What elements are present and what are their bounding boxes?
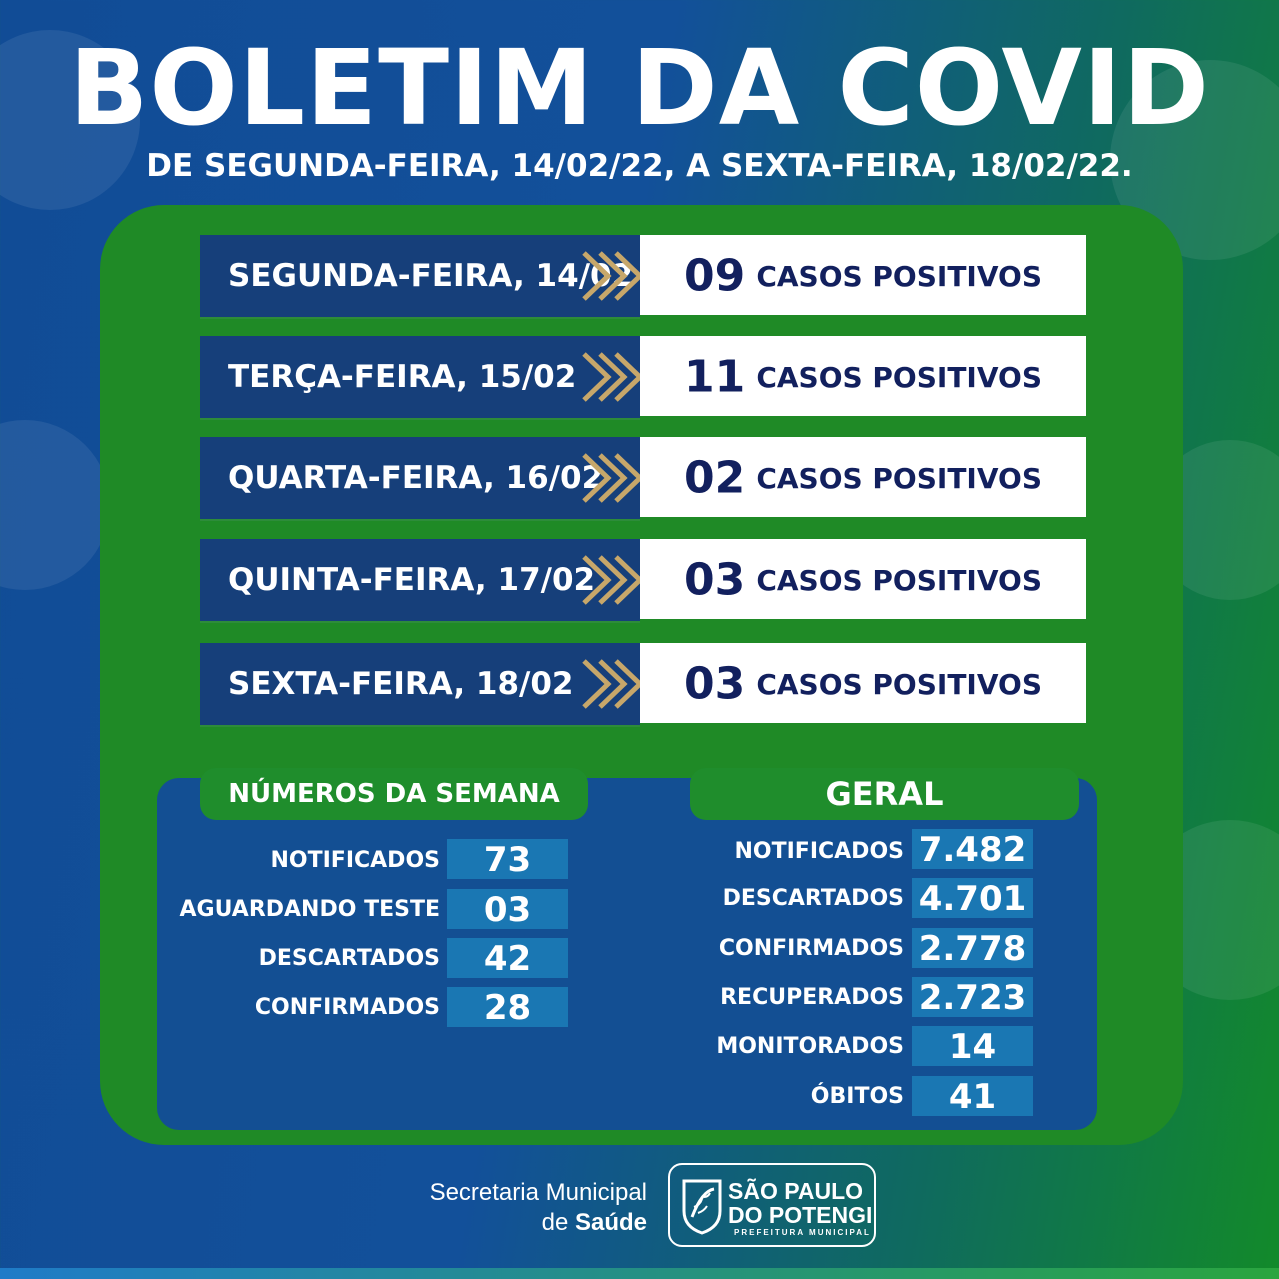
daily-row-day: SEGUNDA-FEIRA, 14/02 [228, 258, 634, 294]
overall-stat-label: RECUPERADOS [720, 985, 904, 1010]
daily-row-cases [640, 437, 1086, 517]
bottom-bar [0, 1268, 1279, 1279]
logo-line1: SÃO PAULO [728, 1178, 864, 1204]
city-emblem-icon [680, 1177, 724, 1235]
overall-stat-label: MONITORADOS [716, 1034, 904, 1059]
daily-row-count: 09 [683, 250, 746, 302]
daily-row-cases [640, 235, 1086, 315]
daily-row-cases [640, 336, 1086, 416]
daily-row [200, 336, 1086, 418]
secretaria-bold: Saúde [574, 1209, 647, 1236]
daily-row [200, 437, 1086, 519]
week-stat-label: DESCARTADOS [258, 946, 440, 971]
daily-row-day-box [200, 539, 640, 623]
chevrons-icon [580, 350, 642, 404]
secretaria-prefix: de [541, 1209, 569, 1236]
daily-row-day-box [200, 643, 640, 727]
daily-row-day-box [200, 336, 640, 420]
virus-decoration [0, 420, 110, 590]
daily-row-day: TERÇA-FEIRA, 15/02 [228, 359, 577, 395]
daily-row-label: CASOS POSITIVOS [756, 360, 1042, 394]
chevrons-icon [580, 451, 642, 505]
overall-stat-value: 2.778 [912, 928, 1033, 968]
week-header: NÚMEROS DA SEMANA [200, 768, 588, 820]
week-stat-label: NOTIFICADOS [270, 848, 440, 873]
daily-row-label: CASOS POSITIVOS [756, 461, 1042, 495]
overall-stat-label: DESCARTADOS [722, 886, 904, 911]
daily-row-day: SEXTA-FEIRA, 18/02 [228, 666, 574, 702]
daily-row-count: 02 [683, 452, 746, 504]
page-title: BOLETIM DA COVID [69, 27, 1210, 149]
overall-stat-value: 14 [912, 1026, 1033, 1066]
overall-header: GERAL [690, 768, 1079, 820]
daily-row-count: 11 [683, 351, 746, 403]
daily-row-count: 03 [683, 658, 746, 710]
daily-row-label: CASOS POSITIVOS [756, 667, 1042, 701]
overall-stat-value: 41 [912, 1076, 1033, 1116]
city-logo [668, 1163, 876, 1247]
secretaria-text [430, 1178, 647, 1238]
week-stat-value: 73 [447, 839, 568, 879]
page-subtitle: DE SEGUNDA-FEIRA, 14/02/22, A SEXTA-FEIRA, 18/02/22. [146, 148, 1133, 184]
daily-row-count: 03 [683, 554, 746, 606]
overall-stat-value: 7.482 [912, 829, 1033, 869]
week-stat-value: 42 [447, 938, 568, 978]
overall-stat-label: NOTIFICADOS [734, 839, 904, 864]
daily-row-cases [640, 643, 1086, 723]
chevrons-icon [580, 657, 642, 711]
daily-row-day: QUINTA-FEIRA, 17/02 [228, 562, 596, 598]
daily-row-label: CASOS POSITIVOS [756, 563, 1042, 597]
daily-row [200, 235, 1086, 317]
overall-stat-label: ÓBITOS [810, 1084, 904, 1109]
daily-row-cases [640, 539, 1086, 619]
week-stat-value: 03 [447, 889, 568, 929]
overall-stat-value: 2.723 [912, 977, 1033, 1017]
daily-row-day: QUARTA-FEIRA, 16/02 [228, 460, 604, 496]
week-stat-label: AGUARDANDO TESTE [179, 897, 440, 922]
week-stat-value: 28 [447, 987, 568, 1027]
chevrons-icon [580, 249, 642, 303]
secretaria-line1: Secretaria Municipal [429, 1179, 647, 1206]
week-stat-label: CONFIRMADOS [254, 995, 440, 1020]
daily-row-label: CASOS POSITIVOS [756, 259, 1042, 293]
daily-row-day-box [200, 235, 640, 319]
logo-line3: PREFEITURA MUNICIPAL [734, 1228, 871, 1237]
logo-line2: DO POTENGI [728, 1202, 873, 1228]
secretaria-line2 [430, 1208, 647, 1238]
overall-stat-value: 4.701 [912, 878, 1033, 918]
overall-stat-label: CONFIRMADOS [718, 936, 904, 961]
daily-row-day-box [200, 437, 640, 521]
daily-row [200, 539, 1086, 621]
chevrons-icon [580, 553, 642, 607]
daily-row [200, 643, 1086, 725]
